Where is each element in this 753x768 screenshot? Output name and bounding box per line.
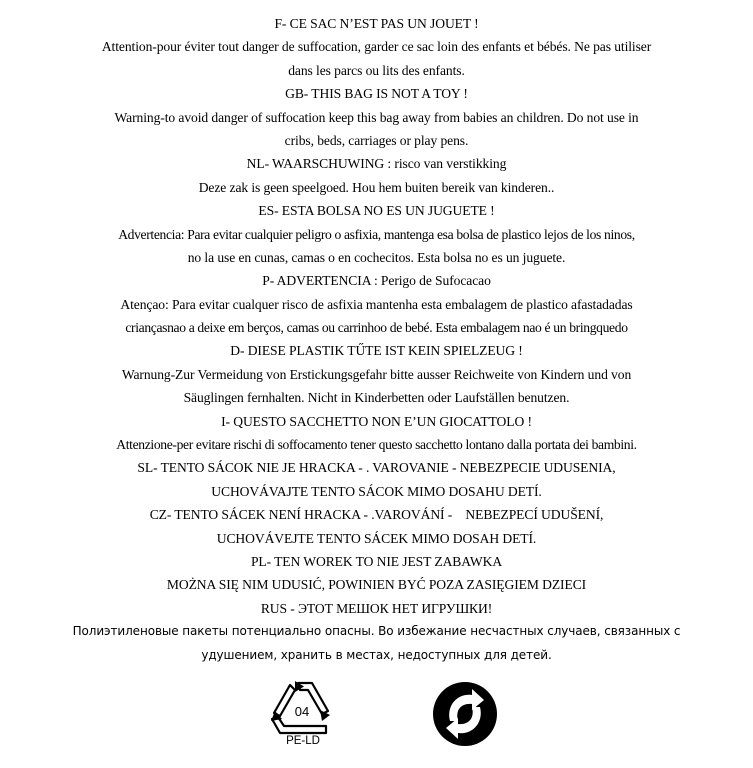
french-warning-line-2: dans les parcs ou lits des enfants.: [288, 62, 465, 78]
russian-warning-line-2: удушением, хранить в местах, недоступных для детей.: [201, 647, 552, 662]
german-warning-line-1: Warnung-Zur Vermeidung von Erstickungsgefahr bitte ausser Reichweite von Kindern und von: [121, 366, 632, 382]
portuguese-warning-line-1: Atençao: Para evitar cualquer risco de asfixia mantenha esta embalagem de plastico afastadadas: [120, 296, 633, 312]
spanish-warning-line-1: Advertencia: Para evitar cualquier peligro o asfixia, mantenga esa bolsa de plastico lejos de los ninos,: [118, 226, 635, 242]
polish-warning-line: MOŻNA SIĘ NIM UDUSIĆ, POWINIEN BYĆ POZA ZASIĘGIEM DZIECI: [166, 577, 587, 593]
english-warning-line-2: cribs, beds, carriages or play pens.: [284, 132, 469, 148]
french-heading: F- CE SAC N’EST PAS UN JOUET !: [274, 16, 479, 31]
polish-heading: PL- TEN WOREK TO NIE JEST ZABAWKA: [250, 553, 503, 569]
spanish-warning-line-2: no la use en cunas, camas o en cochecitos. Esta bolsa no es un juguete.: [187, 249, 566, 265]
warning-document: [0, 12, 753, 667]
czech-warning-line-1: CZ- TENTO SÁCEK NENÍ HRACKA - .VAROVÁNÍ - NEBEZPECÍ UDUŠENÍ,: [149, 507, 604, 523]
slovak-warning-line-2: UCHOVÁVAJTE TENTO SÁCOK MIMO DOSAHU DETÍ.: [211, 483, 542, 499]
italian-warning-line: Attenzione-per evitare rischi di soffocamento tener questo sacchetto lontano dalla portata dei bambini.: [116, 437, 637, 453]
recycle-material-label: PE-LD: [286, 735, 320, 745]
english-warning-line-1: Warning-to avoid danger of suffocation keep this bag away from babies an children. Do not use in: [114, 109, 639, 125]
french-warning-line-1: Attention-pour éviter tout danger de suffocation, garder ce sac loin des enfants et bébés. Ne pas utiliser: [101, 39, 652, 55]
symbols-row: [0, 677, 753, 757]
czech-warning-line-2: UCHOVÁVEJTE TENTO SÁCEK MIMO DOSAH DETÍ.: [216, 530, 537, 546]
spanish-heading: ES- ESTA BOLSA NO ES UN JUGUETE !: [258, 203, 495, 219]
german-warning-line-2: Säuglingen fernhalten. Nicht in Kinderbetten oder Laufställen benutzen.: [183, 390, 570, 406]
recycle-code: 04: [294, 704, 310, 719]
german-heading: D- DIESE PLASTIK TŰTE IST KEIN SPIELZEUG !: [230, 343, 523, 359]
slovak-warning-line-1: SL- TENTO SÁCOK NIE JE HRACKA - . VAROVANIE - NEBEZPECIE UDUSENIA,: [137, 460, 616, 476]
russian-heading: RUS - ЭТОТ МЕШОК НЕТ ИГРУШКИ!: [260, 600, 493, 616]
italian-heading: I- QUESTO SACCHETTO NON E’UN GIOCATTOLO !: [221, 413, 532, 429]
portuguese-warning-line-2: criançasnao a deixe em berços, camas ou carrinhoo de bebé. Esta embalagem nao é un bringquedo: [125, 320, 628, 336]
dutch-heading: NL- WAARSCHUWING : risco van verstikking: [246, 156, 507, 172]
green-dot-icon: [432, 681, 498, 747]
recycle-triangle-icon: [268, 677, 340, 745]
portuguese-heading: P- ADVERTENCIA : Perigo de Sufocacao: [262, 273, 491, 289]
russian-warning-line-1: Полиэтиленовые пакеты потенциально опасны. Во избежание несчастных случаев, связанных с: [72, 624, 681, 639]
english-heading: GB- THIS BAG IS NOT A TOY !: [285, 86, 468, 102]
dutch-warning-line: Deze zak is geen speelgoed. Hou hem buiten bereik van kinderen..: [198, 179, 555, 195]
